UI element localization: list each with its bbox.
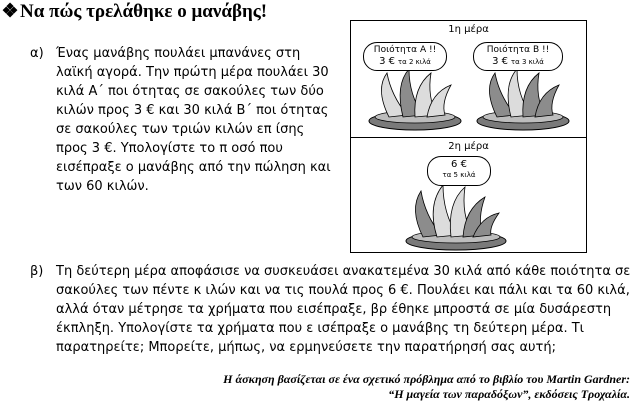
- part-a-line: Ένας μανάβης πουλάει μπανάνες στη: [56, 46, 301, 61]
- part-a-line: σε σακούλες των τριών κιλών επ ίσης: [56, 122, 305, 137]
- source-line: “Η μαγεία των παραδόξων”, εκδόσεις Τροχαλία.: [388, 387, 630, 401]
- price-sign-a: [363, 42, 447, 71]
- part-b-line: σακούλες των πέντε κ ιλών και να τις πουλά προς 6 €. Πουλάει και πάλι και τα 60 κιλά,: [56, 283, 630, 298]
- part-a-text: [56, 44, 331, 196]
- part-b-label: β): [30, 264, 44, 279]
- part-a-line: των 60 κιλών.: [56, 179, 149, 194]
- sign-c-price: 6 €: [451, 159, 467, 170]
- sign-a-unit: τα 2 κιλά: [397, 58, 431, 66]
- part-a-label: α): [30, 46, 44, 61]
- figure-divider: [351, 137, 586, 138]
- sign-a-quality: Ποιότητα Α !!: [373, 45, 437, 55]
- day2-label: 2η μέρα: [448, 141, 489, 152]
- bullet-icon: ❖: [1, 1, 19, 22]
- sign-b-quality: Ποιότητα Β !!: [486, 45, 550, 55]
- source-line: Η άσκηση βασίζεται σε ένα σχετικό πρόβλημα από το βιβλίο του Martin Gardner:: [223, 372, 630, 386]
- price-sign-mixed: [427, 156, 491, 186]
- part-b-text: [56, 262, 630, 357]
- part-a-line: κιλά Α΄ ποι ότητας σε σακούλες των δύο: [56, 84, 324, 99]
- sign-b-unit: τα 3 κιλά: [510, 58, 544, 66]
- source-note: [223, 372, 630, 402]
- part-b-line: έκπληξη. Υπολογίστε τα χρήματα που ε ισέπραξε ο μανάβης τη δεύτερη μέρα. Τι: [56, 321, 585, 336]
- part-a-line: εισέπραξε ο μανάβης από την πώληση και: [56, 160, 331, 175]
- day1-label: 1η μέρα: [448, 24, 489, 35]
- part-b-line: αλλά όταν μέτρησε τα χρήματα που εισέπραξε, βρ έθηκε μπροστά σε μία δυσάρεστη: [56, 302, 612, 317]
- sign-a-price: 3 €: [379, 56, 396, 67]
- banana-plate-mixed: [401, 179, 511, 253]
- part-b-line: Τη δεύτερη μέρα αποφάσισε να συσκευάσει ανακατεμένα 30 κιλά από κάθε ποιότητα σε: [56, 264, 631, 279]
- sign-c-unit: τα 5 κιλά: [442, 171, 476, 179]
- part-b-line: παρατηρείτε; Μπορείτε, μήπως, να ερμηνεύσετε την παρατήρησή σας αυτή;: [56, 340, 557, 355]
- title-text: Να πώς τρελάθηκε ο μανάβης!: [20, 1, 268, 22]
- part-a-line: λαϊκή αγορά. Την πρώτη μέρα πουλάει 30: [56, 65, 329, 80]
- page-title: [0, 0, 267, 23]
- part-a-line: κιλών προς 3 € και 30 κιλά Β΄ ποι ότητας: [56, 103, 329, 118]
- price-sign-b: [473, 42, 563, 71]
- part-a-line: προς 3 €. Υπολογίστε το π οσό που: [56, 141, 283, 156]
- sign-b-price: 3 €: [492, 56, 509, 67]
- bananas-figure: [350, 20, 587, 253]
